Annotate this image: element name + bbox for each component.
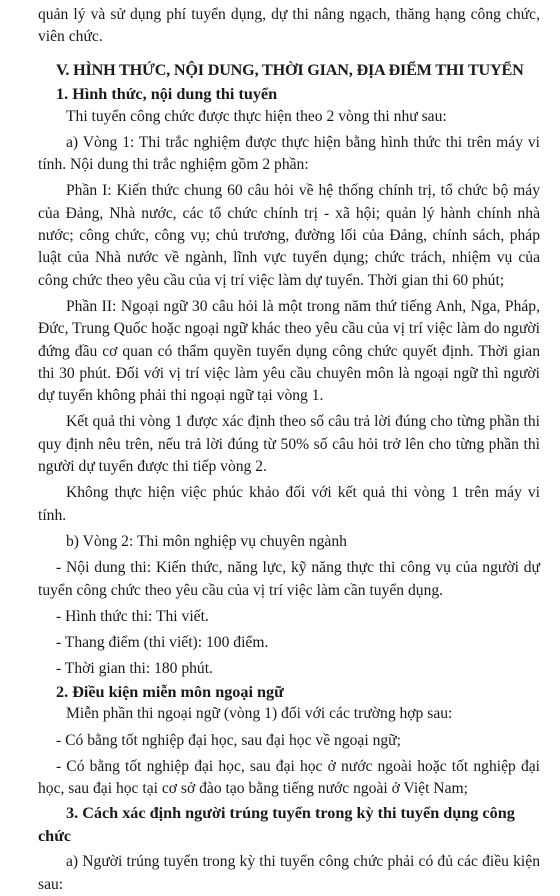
successful-candidate-paragraph: a) Người trúng tuyển trong kỳ thi tuyển công chức phải có đủ các điều kiện sau: [38, 853, 540, 893]
round-2-paragraph: b) Vòng 2: Thi môn nghiệp vụ chuyên ngành [66, 532, 347, 550]
round-1-paragraph: a) Vòng 1: Thi trắc nghiệm được thực hiện bằng hình thức thi trên máy vi tính. Nội dung thi trắc nghiệm gồm 2 phần: [38, 133, 540, 174]
part-1-paragraph: Phần I: Kiến thức chung 60 câu hỏi về hệ thống chính trị, tổ chức bộ máy của Đảng, Nhà nước, các tổ chức chính trị - xã hội; quản lý hành chính nhà nước; công chức, công vụ; chủ trương, đường lối của Đảng, chính sách, pháp luật của Nhà nước về ngành, lĩnh vực tuyển dụng; chức trách, nhiệm vụ của công chức theo yêu cầu của vị trí việc làm dự tuyển. Thời gian thi 60 phút; [38, 182, 540, 289]
subsection-2-heading: 2. Điều kiện miễn môn ngoại ngữ [56, 682, 284, 701]
round-2-content-item: - Nội dung thi: Kiến thức, năng lực, kỹ năng thực thi công vụ của người dự tuyển công chức theo yêu cầu của vị trí việc làm cần tuyển dụng. [38, 559, 540, 599]
part-2-paragraph: Phần II: Ngoại ngữ 30 câu hỏi là một trong năm thứ tiếng Anh, Nga, Pháp, Đức, Trung Quốc hoặc ngoại ngữ khác theo yêu cầu của vị trí việc làm do người đứng đầu cơ quan có thẩm quyền tuyển dụng công chức quyết định. Thời gian thi 30 phút. Đối với vị trí việc làm yêu cầu chuyên môn là ngoại ngữ thì người dự tuyển không phải thi ngoại ngữ tại vòng 1. [38, 297, 540, 405]
round-2-format-item: - Hình thức thi: Thi viết. [56, 607, 209, 625]
section-v-heading: V. HÌNH THỨC, NỘI DUNG, THỜI GIAN, ĐỊA ĐIỂM THI TUYỂN [56, 60, 524, 79]
no-review-paragraph: Không thực hiện việc phúc khảo đối với kết quả thi vòng 1 trên máy vi tính. [38, 484, 540, 524]
exemption-item-1: - Có bằng tốt nghiệp đại học, sau đại học về ngoại ngữ; [56, 731, 401, 749]
subsection-1-heading: 1. Hình thức, nội dung thi tuyển [56, 85, 278, 104]
exam-rounds-paragraph: Thi tuyển công chức được thực hiện theo 2 vòng thi như sau: [66, 107, 447, 125]
round-2-score-item: - Thang điểm (thi viết): 100 điểm. [56, 634, 269, 652]
exemption-item-2: - Có bằng tốt nghiệp đại học, sau đại học ở nước ngoài hoặc tốt nghiệp đại học, sau đại học tại cơ sở đào tạo bằng tiếng nước ngoài ở Việt Nam; [38, 757, 540, 798]
subsection-3-heading: 3. Cách xác định người trúng tuyển trong kỳ thi tuyển dụng công chức [38, 804, 515, 845]
round-1-result-paragraph: Kết quả thi vòng 1 được xác định theo số câu trả lời đúng cho từng phần thi quy định nêu trên, nếu trả lời đúng từ 50% số câu hỏi trở lên cho từng phần thì người dự tuyển được thi tiếp vòng 2. [38, 413, 540, 476]
round-2-time-item: - Thời gian thi: 180 phút. [56, 660, 213, 678]
intro-paragraph: quản lý và sử dụng phí tuyển dụng, dự thi nâng ngạch, thăng hạng công chức, viên chức. [38, 6, 540, 46]
exemption-intro-paragraph: Miễn phần thi ngoại ngữ (vòng 1) đối với các trường hợp sau: [66, 705, 453, 723]
